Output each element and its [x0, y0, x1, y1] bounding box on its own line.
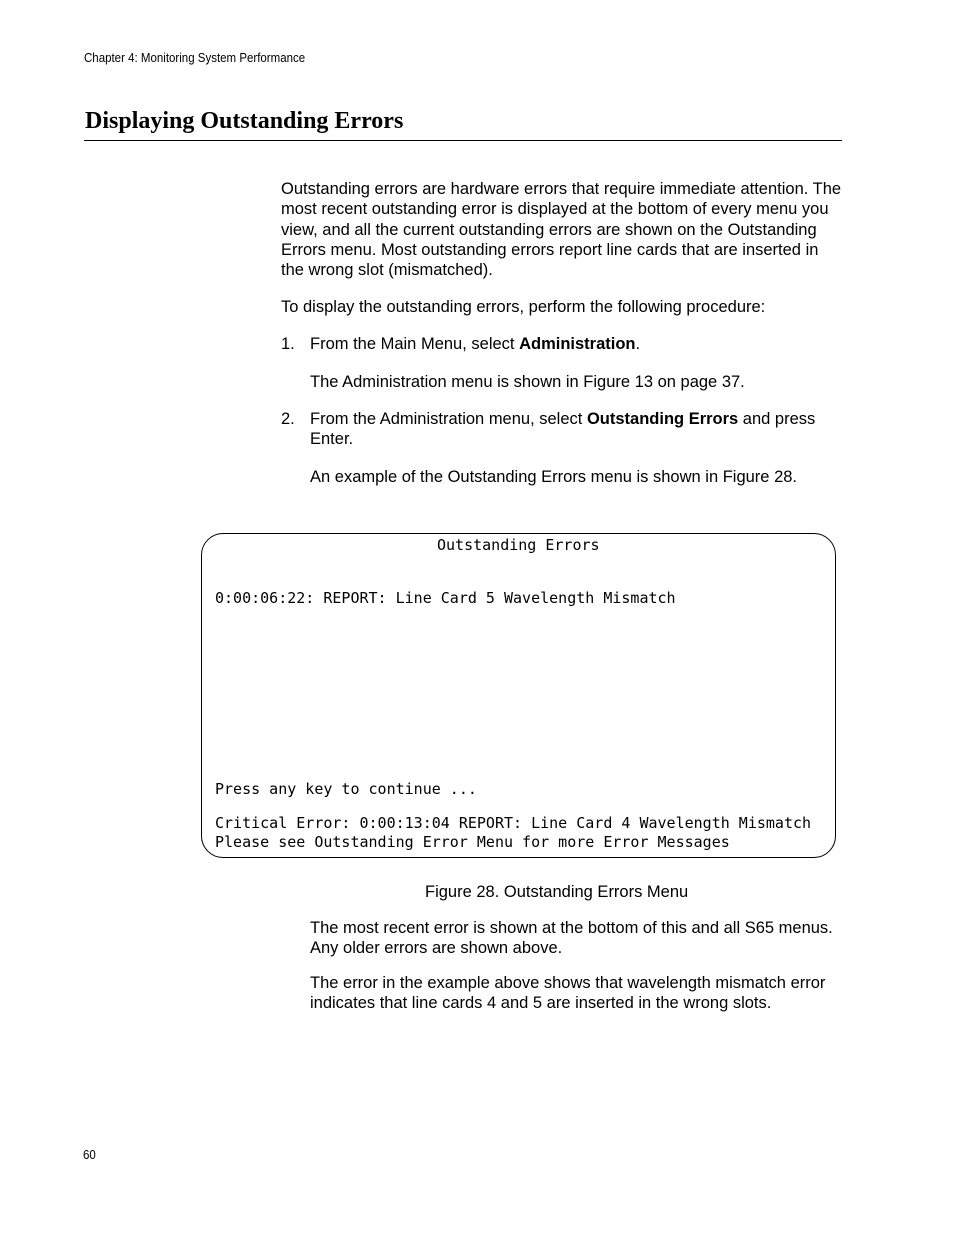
- step-1-number: 1.: [281, 335, 295, 353]
- intro-paragraph: Outstanding errors are hardware errors that require immediate attention. The most recent outstanding error is displayed at the bottom of every menu you view, and all the current outstanding errors are shown on the Outstanding Errors menu. Most outstanding errors report line cards that are inserted in the wrong slot (mismatched).: [281, 180, 842, 280]
- title-rule: [84, 140, 842, 141]
- terminal-see-more: Please see Outstanding Error Menu for more Error Messages: [215, 833, 730, 851]
- step-2-menu-item: Outstanding Errors: [586, 410, 739, 428]
- after-figure-paragraph-1: The most recent error is shown at the bottom of this and all S65 menus. Any older errors are shown above.: [310, 919, 833, 958]
- step-1-text-after: .: [635, 335, 641, 353]
- terminal-error-line: 0:00:06:22: REPORT: Line Card 5 Wavelength Mismatch: [215, 589, 676, 607]
- step-2-number: 2.: [281, 410, 295, 428]
- step-1-text-before: From the Main Menu, select: [310, 335, 520, 353]
- step-1-menu-item: Administration: [519, 335, 636, 353]
- terminal-screen-frame: [201, 533, 836, 858]
- terminal-continue-prompt: Press any key to continue ...: [215, 780, 477, 798]
- section-title: Displaying Outstanding Errors: [85, 108, 404, 134]
- step-2-text-after: and press Enter.: [310, 410, 816, 449]
- terminal-title: Outstanding Errors: [437, 536, 600, 554]
- terminal-critical-error: Critical Error: 0:00:13:04 REPORT: Line Card 4 Wavelength Mismatch: [215, 814, 812, 832]
- step-2-text: [310, 409, 850, 450]
- step-2-text-before: From the Administration menu, select: [310, 410, 587, 428]
- figure-caption: Figure 28. Outstanding Errors Menu: [425, 883, 689, 901]
- after-figure-paragraph-2: The error in the example above shows that wavelength mismatch error indicates that line cards 4 and 5 are inserted in the wrong slots.: [310, 974, 826, 1013]
- step-1-text: [310, 334, 850, 354]
- running-header: Chapter 4: Monitoring System Performance: [84, 51, 306, 65]
- step-2-note: An example of the Outstanding Errors menu is shown in Figure 28.: [310, 468, 797, 486]
- page-number: 60: [83, 1148, 96, 1162]
- step-1-note: The Administration menu is shown in Figure 13 on page 37.: [310, 373, 745, 391]
- procedure-lead: To display the outstanding errors, perform the following procedure:: [281, 298, 766, 316]
